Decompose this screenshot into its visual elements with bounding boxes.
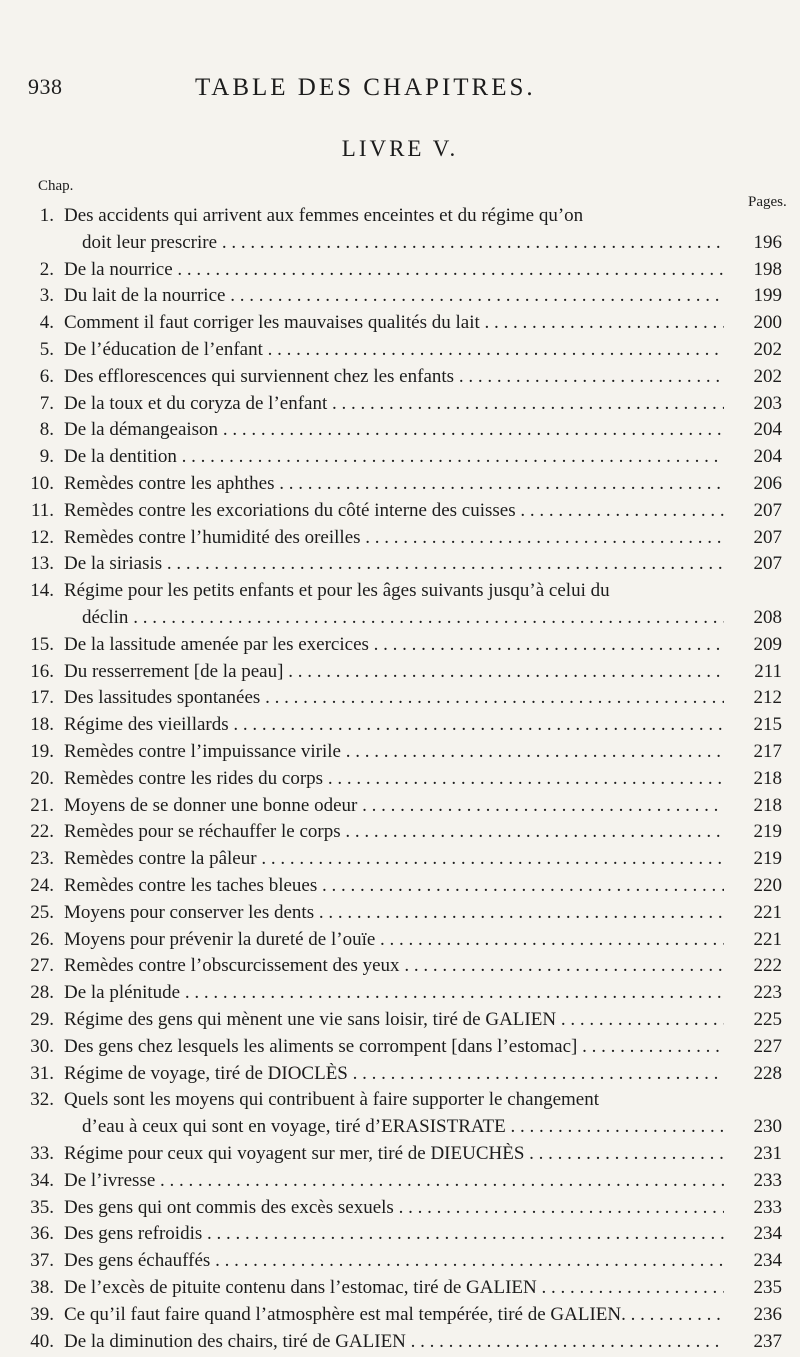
running-title: TABLE DES CHAPITRES. [195,74,536,101]
toc-entry [30,741,782,768]
page-reference: 235 [753,1277,782,1298]
chapter-number: 3. [39,285,54,307]
chapter-number: 18. [30,714,54,736]
chapter-number: 30. [30,1035,54,1057]
toc-entry [30,848,782,875]
chapter-number: 10. [30,473,54,494]
chapter-number: 14. [30,580,54,602]
toc-entry [30,473,782,500]
page-reference: 217 [753,741,782,762]
book-title: LIVRE V. [341,136,459,161]
toc-entry [30,955,782,982]
chapter-number: 17. [30,687,54,709]
chapter-title: Moyens pour prévenir la dureté de l’ouïe . . . [64,929,724,951]
toc-entry [30,661,782,688]
chapter-title: Régime des gens qui mènent une vie sans loisir, tiré de GALIEN . . . [64,1009,724,1031]
toc-entry [30,1250,782,1277]
toc-entry [30,821,782,848]
toc-entry [30,929,782,956]
chapter-title: Remèdes contre l’obscurcissement des yeux . . . [64,955,724,977]
chapter-title: Du lait de la nourrice . . . [64,285,724,307]
chapter-title: De la toux et du coryza de l’enfant . . . [64,393,724,415]
chapter-title: Remèdes contre les taches bleues . . . [64,875,724,897]
page-reference: 233 [753,1196,782,1218]
toc-entry [30,1143,782,1170]
chapter-title: Des efflorescences qui surviennent chez les enfants . . . [64,366,724,388]
chapter-title: Quels sont les moyens qui contribuent à faire supporter le changement [64,1089,600,1111]
chapter-number: 22. [30,821,54,843]
chapter-number: 2. [39,258,54,280]
toc-entry [30,1089,782,1143]
chapter-number: 29. [30,1009,54,1030]
chapter-number: 27. [30,955,54,977]
chapter-number: 28. [30,982,54,1004]
toc-entry [30,902,782,929]
page-reference: 196 [753,231,782,253]
page-reference: 206 [753,473,782,494]
chapter-number: 26. [30,928,54,950]
toc-entry [30,1197,782,1224]
chapter-title: De l’éducation de l’enfant . . . [64,339,724,361]
chapter-number: 40. [30,1330,54,1352]
chapter-title: Des gens échauffés . . . [64,1250,724,1272]
pages-column-label: Pages. [748,194,787,210]
chapter-title: De la dentition . . . [64,446,724,468]
chapter-title: De la lassitude amenée par les exercices . . . [64,634,724,656]
page-reference: 219 [753,848,782,870]
chapter-number: 12. [30,526,54,548]
toc-entry [30,1277,782,1304]
chapter-title: Des gens refroidis . . . [64,1223,724,1245]
page-reference: 203 [753,392,782,414]
page-reference: 198 [753,258,782,280]
page-reference: 233 [753,1169,782,1191]
toc-entry [30,634,782,661]
chapter-title: Régime des vieillards . . . [64,714,724,736]
chapter-title: Moyens de se donner une bonne odeur . . . [64,795,724,817]
chapter-title: De la plénitude . . . [64,982,724,1004]
page-reference: 237 [753,1330,782,1352]
page-reference: 234 [753,1250,782,1272]
chapter-number: 9. [39,446,54,468]
page-reference: 218 [753,794,782,816]
chapter-title: Des gens qui ont commis des excès sexuels . . . [64,1197,724,1219]
page-reference: 218 [753,767,782,789]
toc-entry [30,1036,782,1063]
chapter-title: De la diminution des chairs, tiré de GALIEN . . . [64,1331,724,1353]
chapter-number: 1. [39,205,54,226]
chapter-number: 11. [30,499,54,521]
chapter-number: 32. [30,1089,54,1111]
toc-entry [30,795,782,822]
chapter-title: De l’ivresse . . . [64,1170,724,1192]
chapter-number: 37. [30,1250,54,1272]
chapter-title: doit leur prescrire . . . [82,232,724,254]
chapter-title: Remèdes contre la pâleur . . . [64,848,724,870]
chapter-number: 34. [30,1169,54,1191]
chapter-title: De la siriasis . . . [64,553,724,575]
chapter-number: 24. [30,875,54,896]
chapter-number: 33. [30,1143,54,1164]
chapter-number: 21. [30,794,54,816]
page-reference: 220 [753,875,782,896]
page-reference: 231 [753,1143,782,1164]
chapter-number: 19. [30,741,54,762]
toc-entry [30,205,782,259]
toc-entry [30,714,782,741]
chapter-title: Remèdes contre les aphthes . . . [64,473,724,495]
page-reference: 208 [753,606,782,628]
chapter-title: Régime pour ceux qui voyagent sur mer, tiré de DIEUCHÈS . . . [64,1143,724,1165]
toc-entry [30,1223,782,1250]
chapter-number: 16. [30,660,54,682]
page-number: 938 [28,74,63,99]
toc-entry [30,259,782,286]
chapter-number: 8. [39,419,54,441]
chapter-title: d’eau à ceux qui sont en voyage, tiré d’ERASISTRATE . . . [82,1116,724,1138]
chapter-title: déclin . . . [82,607,724,629]
chapter-title: Remèdes contre les rides du corps . . . [64,768,724,790]
chapter-title: Régime de voyage, tiré de DIOCLÈS . . . [64,1063,724,1085]
chapter-column-label: Chap. [38,178,74,194]
toc-entry [30,500,782,527]
toc-entry [30,419,782,446]
chapter-title: Remèdes contre l’humidité des oreilles . . . [64,527,724,549]
chapter-title: Moyens pour conserver les dents . . . [64,902,724,924]
chapter-number: 13. [30,553,54,575]
page-reference: 236 [753,1303,782,1325]
chapter-title: Des lassitudes spontanées . . . [64,687,724,709]
page-reference: 221 [753,901,782,923]
page-reference: 221 [753,928,782,950]
chapter-title: Remèdes pour se réchauffer le corps . . . [64,821,724,843]
toc-entry [30,1331,782,1357]
chapter-title: De l’excès de pituite contenu dans l’estomac, tiré de GALIEN . . . [64,1277,724,1299]
toc-entry [30,1170,782,1197]
chapter-number: 7. [39,392,54,414]
chapter-number: 25. [30,901,54,923]
page-reference: 204 [753,446,782,468]
page-reference: 234 [753,1223,782,1245]
chapter-title: Ce qu’il faut faire quand l’atmosphère est mal tempérée, tiré de GALIEN. . . . [64,1304,724,1326]
chapter-title: Comment il faut corriger les mauvaises qualités du lait . . . [64,312,724,334]
chapter-number: 31. [30,1062,54,1084]
page-reference: 207 [753,499,782,521]
page-reference: 228 [753,1062,782,1084]
chapter-number: 20. [30,767,54,789]
page-reference: 212 [753,687,782,709]
toc-entry [30,768,782,795]
toc-entry [30,312,782,339]
page-reference: 219 [753,821,782,843]
toc-entry [30,285,782,312]
page-reference: 207 [753,553,782,575]
chapter-number: 23. [30,848,54,870]
page-reference: 204 [753,419,782,441]
chapter-number: 35. [30,1196,54,1218]
chapter-number: 4. [39,312,54,334]
page-reference: 225 [753,1009,782,1030]
page-reference: 230 [753,1116,782,1138]
toc-entry [30,580,782,634]
page-reference: 223 [753,982,782,1004]
page-reference: 207 [753,526,782,548]
page-reference: 199 [753,285,782,307]
chapter-title: Du resserrement [de la peau] . . . [64,661,724,683]
chapter-title: De la démangeaison . . . [64,419,724,441]
toc-entry [30,553,782,580]
chapter-number: 15. [30,633,54,655]
toc-entry [30,1304,782,1331]
toc-entry [30,393,782,420]
page-reference: 202 [753,339,782,360]
toc-entry [30,982,782,1009]
page-reference: 211 [754,660,782,682]
chapter-title: De la nourrice . . . [64,259,724,281]
page-reference: 200 [753,312,782,334]
toc-entry [30,687,782,714]
toc-entry [30,1063,782,1090]
toc-entry [30,1009,782,1036]
toc-entry [30,446,782,473]
toc-entry [30,366,782,393]
chapter-number: 39. [30,1303,54,1325]
toc-entry [30,339,782,366]
chapter-title: Des gens chez lesquels les aliments se corrompent [dans l’estomac] . . . [64,1036,724,1058]
chapter-number: 36. [30,1223,54,1245]
chapter-number: 6. [39,365,54,387]
chapter-title: Régime pour les petits enfants et pour les âges suivants jusqu’à celui du [64,580,610,602]
page-reference: 209 [753,633,782,655]
page-reference: 215 [753,714,782,736]
page-reference: 202 [753,365,782,387]
page-reference: 222 [753,955,782,977]
page-reference: 227 [753,1035,782,1057]
toc-entry [30,875,782,902]
chapter-title: Remèdes contre les excoriations du côté interne des cuisses . . . [64,500,724,522]
chapter-title: Remèdes contre l’impuissance virile . . . [64,741,724,763]
chapter-title: Des accidents qui arrivent aux femmes enceintes et du régime qu’on [64,205,584,226]
chapter-number: 38. [30,1277,54,1298]
chapter-number: 5. [39,339,54,360]
toc-entry [30,527,782,554]
